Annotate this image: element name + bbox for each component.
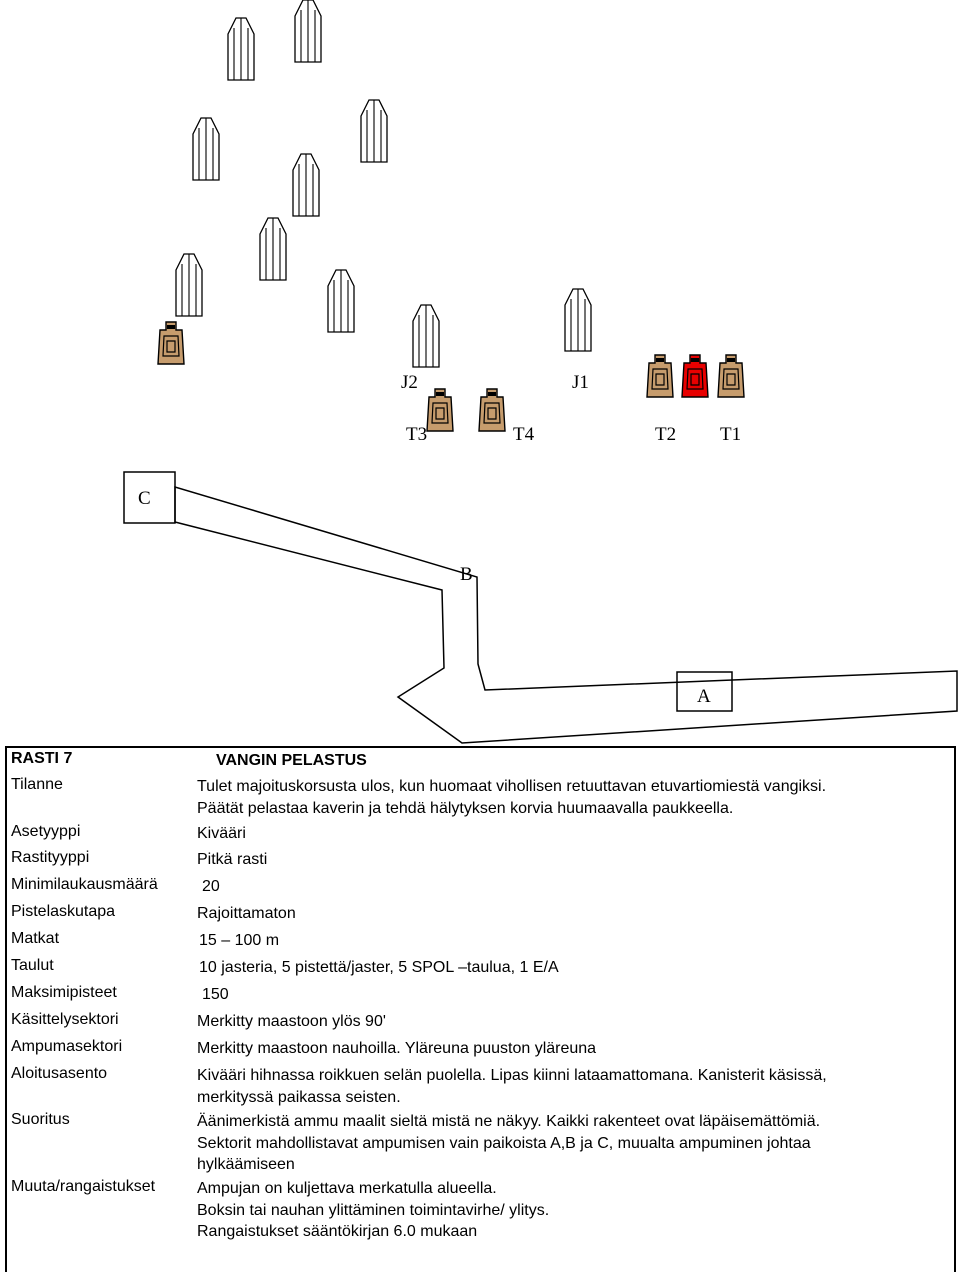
row-label: Käsittelysektori bbox=[11, 1011, 119, 1028]
label-c: C bbox=[138, 488, 151, 509]
white-target bbox=[328, 270, 354, 332]
hostile-figure-target bbox=[647, 355, 673, 397]
label-t4: T4 bbox=[513, 424, 535, 445]
hostage-figure-target bbox=[682, 355, 708, 397]
row-value bbox=[202, 876, 952, 898]
row-value-line: Pitkä rasti bbox=[197, 851, 268, 868]
row-value-line: Rajoittamaton bbox=[197, 905, 296, 922]
label-j2: J2 bbox=[401, 372, 418, 393]
row-label: Matkat bbox=[11, 930, 60, 947]
row-value bbox=[197, 776, 947, 819]
hostile-figure-target bbox=[427, 389, 453, 431]
label-a: A bbox=[697, 686, 711, 707]
row-label: Rastityyppi bbox=[11, 849, 90, 866]
white-target bbox=[260, 218, 286, 280]
white-target bbox=[228, 18, 254, 80]
white-target bbox=[293, 154, 319, 216]
white-target bbox=[176, 254, 202, 316]
row-value-line: Tulet majoituskorsusta ulos, kun huomaat vihollisen retuuttavan etuvartiomiestä vangiksi. bbox=[197, 778, 827, 795]
row-label: Tilanne bbox=[11, 776, 63, 793]
label-b: B bbox=[460, 564, 473, 585]
row-value-line: Kivääri bbox=[197, 825, 246, 842]
row-value bbox=[197, 823, 947, 845]
row-value-line: Boksin tai nauhan ylittäminen toimintavirhe/ ylitys. bbox=[197, 1201, 550, 1219]
row-value-line: Äänimerkistä ammu maalit sieltä mistä ne näkyy. Kaikki rakenteet ovat läpäisemättömiä. bbox=[197, 1113, 821, 1130]
row-value-line: hylkäämiseen bbox=[197, 1156, 295, 1173]
row-value-line: 20 bbox=[202, 878, 220, 895]
row-value bbox=[199, 930, 949, 952]
stage-name: VANGIN PELASTUS bbox=[216, 752, 367, 769]
row-value-line: merkityssä paikassa seisten. bbox=[197, 1088, 401, 1106]
hostile-figure-target bbox=[479, 389, 505, 431]
row-value bbox=[202, 984, 952, 1006]
stage-number: RASTI 7 bbox=[11, 750, 73, 767]
row-value-line: Merkitty maastoon nauhoilla. Yläreuna puuston yläreuna bbox=[197, 1040, 597, 1057]
white-target bbox=[193, 118, 219, 180]
white-target bbox=[361, 100, 387, 162]
row-value bbox=[197, 903, 947, 925]
stage-info-table bbox=[5, 746, 956, 1272]
row-label: Muuta/rangaistukset bbox=[11, 1178, 156, 1195]
white-target bbox=[565, 289, 591, 351]
row-label: Aloitusasento bbox=[11, 1065, 108, 1082]
row-label: Minimilaukausmäärä bbox=[11, 876, 158, 893]
row-value-line: Sektorit mahdollistavat ampumisen vain paikoista A,B ja C, muualta ampuminen johtaa bbox=[197, 1134, 811, 1152]
label-j1: J1 bbox=[572, 372, 589, 393]
label-t3: T3 bbox=[406, 424, 428, 445]
row-value bbox=[197, 1065, 947, 1108]
row-value-line: Kivääri hihnassa roikkuen selän puolella. Lipas kiinni lataamattomana. Kanisterit käsissä, bbox=[197, 1067, 827, 1084]
row-label: Asetyyppi bbox=[11, 823, 81, 840]
row-value-line: 15 – 100 m bbox=[199, 932, 280, 949]
row-value bbox=[197, 1111, 947, 1176]
hostile-figure-target bbox=[158, 322, 184, 364]
white-target bbox=[413, 305, 439, 367]
label-t2: T2 bbox=[655, 424, 677, 445]
row-value-line: Rangaistukset sääntökirjan 6.0 mukaan bbox=[197, 1223, 478, 1240]
row-label: Taulut bbox=[11, 957, 54, 974]
row-value bbox=[199, 957, 949, 979]
row-value-line: Merkitty maastoon ylös 90' bbox=[197, 1013, 386, 1030]
row-label: Suoritus bbox=[11, 1111, 70, 1128]
label-t1: T1 bbox=[720, 424, 742, 445]
white-target bbox=[295, 0, 321, 62]
row-value-line: 10 jasteria, 5 pistettä/jaster, 5 SPOL –taulua, 1 E/A bbox=[199, 959, 559, 976]
row-value-line: Ampujan on kuljettava merkatulla alueella. bbox=[197, 1180, 497, 1197]
row-label: Ampumasektori bbox=[11, 1038, 123, 1055]
row-value bbox=[197, 1038, 947, 1060]
walkway-outline bbox=[175, 487, 957, 743]
row-label: Pistelaskutapa bbox=[11, 903, 116, 920]
row-value-line: 150 bbox=[202, 986, 229, 1003]
row-value bbox=[197, 1178, 947, 1243]
row-label: Maksimipisteet bbox=[11, 984, 117, 1001]
hostile-figure-target bbox=[718, 355, 744, 397]
row-value bbox=[197, 1011, 947, 1033]
row-value-line: Päätät pelastaa kaverin ja tehdä hälytyksen korvia huumaavalla paukkeella. bbox=[197, 799, 734, 817]
row-value bbox=[197, 849, 947, 871]
